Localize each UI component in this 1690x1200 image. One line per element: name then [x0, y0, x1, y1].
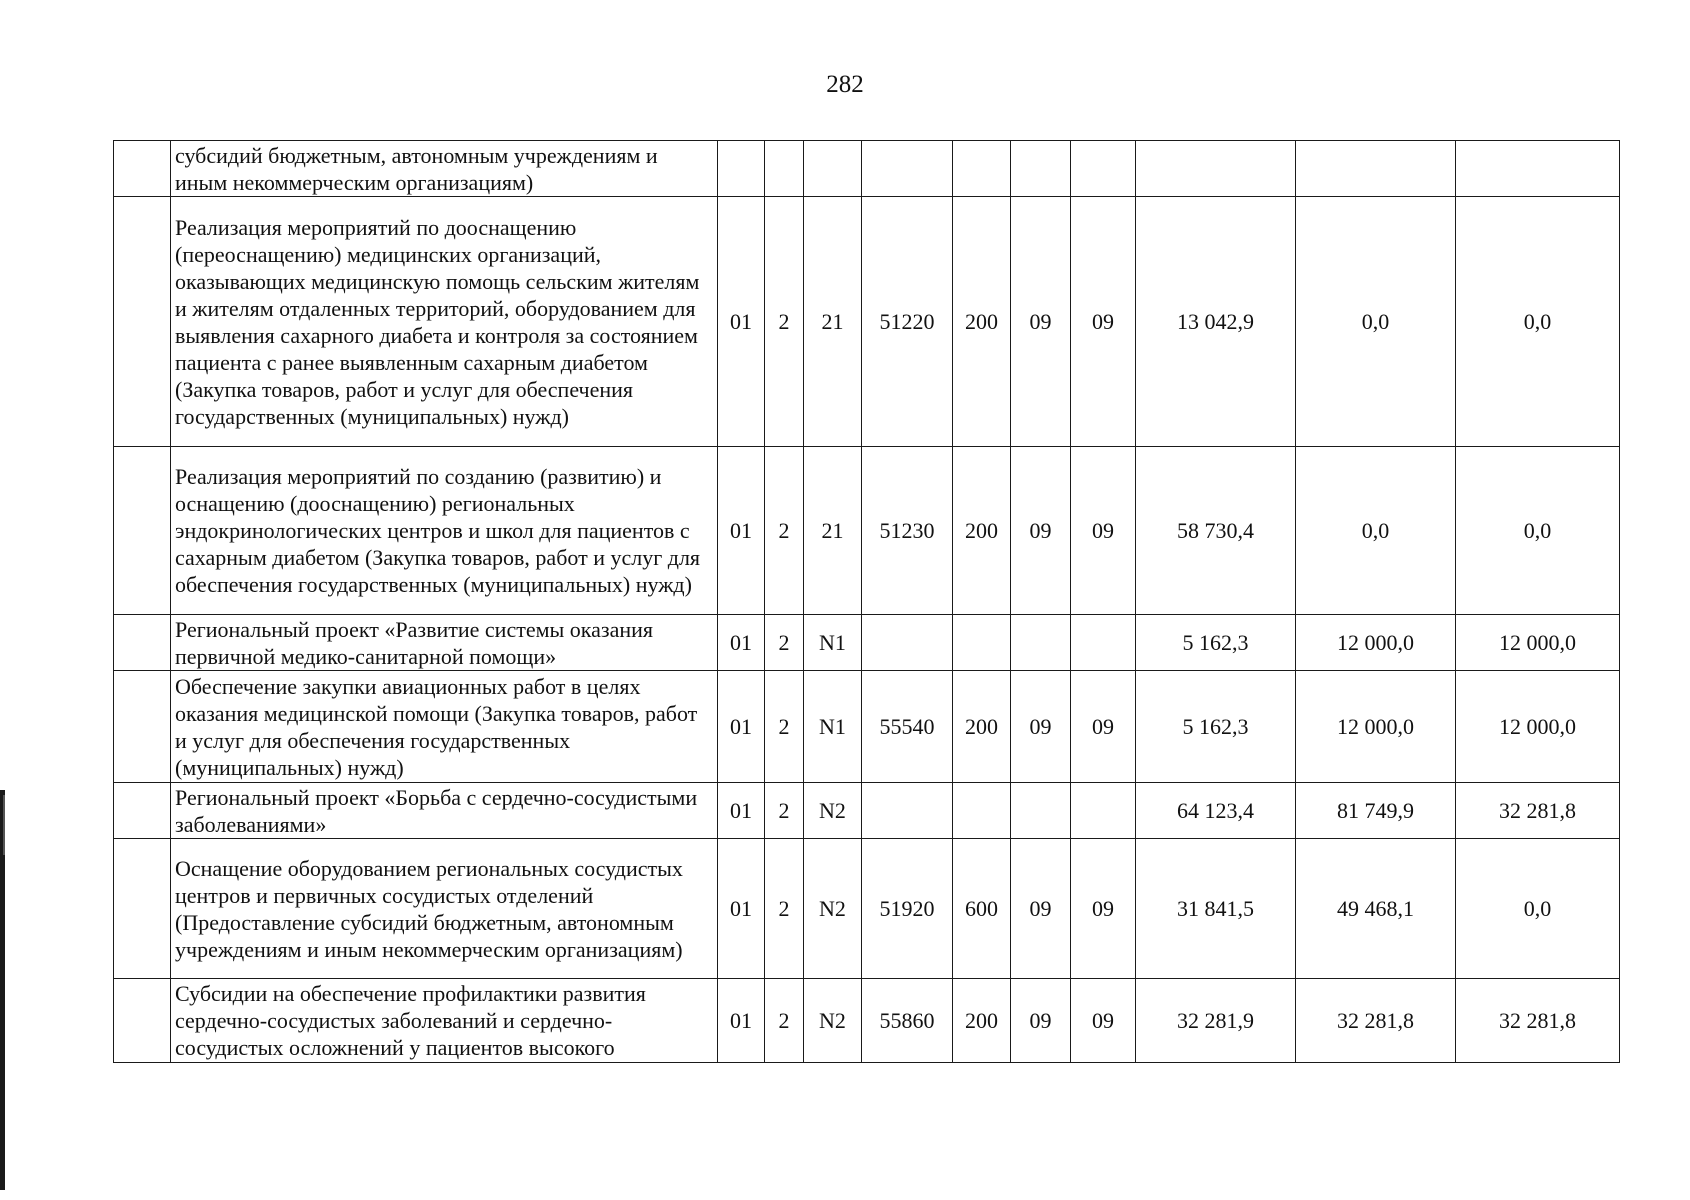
direction-code-cell: 51920 — [862, 839, 953, 979]
program-code-cell: 01 — [718, 447, 765, 615]
row-number-cell — [114, 671, 171, 783]
expense-type-code-cell: 200 — [953, 447, 1011, 615]
table-row — [114, 447, 1620, 615]
table-row — [114, 839, 1620, 979]
subprogram-code-cell: 2 — [765, 615, 804, 671]
direction-code-cell: 51220 — [862, 197, 953, 447]
row-number-cell — [114, 615, 171, 671]
amount-year-2-cell: 0,0 — [1296, 197, 1456, 447]
event-code-cell: N1 — [804, 615, 862, 671]
subprogram-code-cell — [765, 141, 804, 197]
amount-year-2-cell: 81 749,9 — [1296, 783, 1456, 839]
subsection-code-cell: 09 — [1071, 979, 1136, 1063]
section-code-cell: 09 — [1011, 839, 1071, 979]
amount-year-2-cell: 0,0 — [1296, 447, 1456, 615]
page-number: 282 — [826, 71, 864, 98]
expense-type-code-cell — [953, 141, 1011, 197]
description-cell: Реализация мероприятий по дооснащению (переоснащению) медицинских организаций, оказывающих медицинскую помощь сельским жителям и жителям отдаленных территорий, оборудованием для выявления сахарного диабета и контроля за состоянием пациента с ранее выявленным сахарным диабетом (Закупка товаров, работ и услуг для обеспечения государственных (муниципальных) нужд) — [171, 197, 718, 447]
amount-year-1-cell: 64 123,4 — [1136, 783, 1296, 839]
event-code-cell: N2 — [804, 783, 862, 839]
row-number-cell — [114, 839, 171, 979]
section-code-cell — [1011, 783, 1071, 839]
amount-year-1-cell: 58 730,4 — [1136, 447, 1296, 615]
section-code-cell — [1011, 615, 1071, 671]
amount-year-2-cell: 12 000,0 — [1296, 615, 1456, 671]
direction-code-cell: 55540 — [862, 671, 953, 783]
section-code-cell — [1011, 141, 1071, 197]
direction-code-cell — [862, 615, 953, 671]
subprogram-code-cell: 2 — [765, 671, 804, 783]
direction-code-cell: 55860 — [862, 979, 953, 1063]
section-code-cell: 09 — [1011, 671, 1071, 783]
program-code-cell: 01 — [718, 197, 765, 447]
event-code-cell: N1 — [804, 671, 862, 783]
row-number-cell — [114, 141, 171, 197]
amount-year-3-cell: 32 281,8 — [1456, 783, 1620, 839]
row-number-cell — [114, 783, 171, 839]
section-code-cell: 09 — [1011, 447, 1071, 615]
amount-year-1-cell: 31 841,5 — [1136, 839, 1296, 979]
row-number-cell — [114, 197, 171, 447]
subsection-code-cell: 09 — [1071, 447, 1136, 615]
description-cell: Оснащение оборудованием региональных сосудистых центров и первичных сосудистых отделений (Предоставление субсидий бюджетным, автономным учреждениям и иным некоммерческим организациям) — [171, 839, 718, 979]
subsection-code-cell: 09 — [1071, 671, 1136, 783]
section-code-cell: 09 — [1011, 979, 1071, 1063]
budget-table-body — [114, 141, 1620, 1063]
table-row — [114, 197, 1620, 447]
scan-edge-tick — [3, 795, 5, 855]
table-row — [114, 671, 1620, 783]
expense-type-code-cell — [953, 783, 1011, 839]
amount-year-3-cell: 32 281,8 — [1456, 979, 1620, 1063]
section-code-cell: 09 — [1011, 197, 1071, 447]
amount-year-2-cell: 49 468,1 — [1296, 839, 1456, 979]
table-row — [114, 783, 1620, 839]
program-code-cell: 01 — [718, 839, 765, 979]
row-number-cell — [114, 447, 171, 615]
subprogram-code-cell: 2 — [765, 839, 804, 979]
subsection-code-cell — [1071, 141, 1136, 197]
expense-type-code-cell: 200 — [953, 671, 1011, 783]
subsection-code-cell: 09 — [1071, 197, 1136, 447]
description-cell: Субсидии на обеспечение профилактики развития сердечно-сосудистых заболеваний и сердечно-сосудистых осложнений у пациентов высокого — [171, 979, 718, 1063]
subprogram-code-cell: 2 — [765, 979, 804, 1063]
direction-code-cell — [862, 141, 953, 197]
program-code-cell: 01 — [718, 783, 765, 839]
description-cell: Обеспечение закупки авиационных работ в целях оказания медицинской помощи (Закупка товаров, работ и услуг для обеспечения государственных (муниципальных) нужд) — [171, 671, 718, 783]
amount-year-3-cell: 12 000,0 — [1456, 615, 1620, 671]
subsection-code-cell — [1071, 783, 1136, 839]
program-code-cell: 01 — [718, 671, 765, 783]
direction-code-cell — [862, 783, 953, 839]
expense-type-code-cell: 600 — [953, 839, 1011, 979]
expense-type-code-cell: 200 — [953, 979, 1011, 1063]
table-row — [114, 615, 1620, 671]
amount-year-3-cell: 0,0 — [1456, 447, 1620, 615]
event-code-cell: N2 — [804, 979, 862, 1063]
amount-year-3-cell — [1456, 141, 1620, 197]
subprogram-code-cell: 2 — [765, 783, 804, 839]
amount-year-1-cell: 13 042,9 — [1136, 197, 1296, 447]
amount-year-1-cell: 5 162,3 — [1136, 671, 1296, 783]
row-number-cell — [114, 979, 171, 1063]
subsection-code-cell: 09 — [1071, 839, 1136, 979]
description-cell: Реализация мероприятий по созданию (развитию) и оснащению (дооснащению) региональных эндокринологических центров и школ для пациентов с сахарным диабетом (Закупка товаров, работ и услуг для обеспечения государственных (муниципальных) нужд) — [171, 447, 718, 615]
event-code-cell — [804, 141, 862, 197]
amount-year-1-cell — [1136, 141, 1296, 197]
amount-year-2-cell: 12 000,0 — [1296, 671, 1456, 783]
description-cell: субсидий бюджетным, автономным учреждениям и иным некоммерческим организациям) — [171, 141, 718, 197]
amount-year-2-cell: 32 281,8 — [1296, 979, 1456, 1063]
subprogram-code-cell: 2 — [765, 447, 804, 615]
amount-year-3-cell: 0,0 — [1456, 197, 1620, 447]
subprogram-code-cell: 2 — [765, 197, 804, 447]
table-row — [114, 979, 1620, 1063]
expense-type-code-cell — [953, 615, 1011, 671]
description-cell: Региональный проект «Развитие системы оказания первичной медико-санитарной помощи» — [171, 615, 718, 671]
amount-year-3-cell: 0,0 — [1456, 839, 1620, 979]
program-code-cell: 01 — [718, 615, 765, 671]
direction-code-cell: 51230 — [862, 447, 953, 615]
event-code-cell: 21 — [804, 447, 862, 615]
subsection-code-cell — [1071, 615, 1136, 671]
event-code-cell: N2 — [804, 839, 862, 979]
description-cell: Региональный проект «Борьба с сердечно-сосудистыми заболеваниями» — [171, 783, 718, 839]
amount-year-3-cell: 12 000,0 — [1456, 671, 1620, 783]
event-code-cell: 21 — [804, 197, 862, 447]
expense-type-code-cell: 200 — [953, 197, 1011, 447]
table-row — [114, 141, 1620, 197]
amount-year-1-cell: 32 281,9 — [1136, 979, 1296, 1063]
amount-year-2-cell — [1296, 141, 1456, 197]
program-code-cell — [718, 141, 765, 197]
program-code-cell: 01 — [718, 979, 765, 1063]
amount-year-1-cell: 5 162,3 — [1136, 615, 1296, 671]
budget-table — [113, 140, 1620, 1063]
